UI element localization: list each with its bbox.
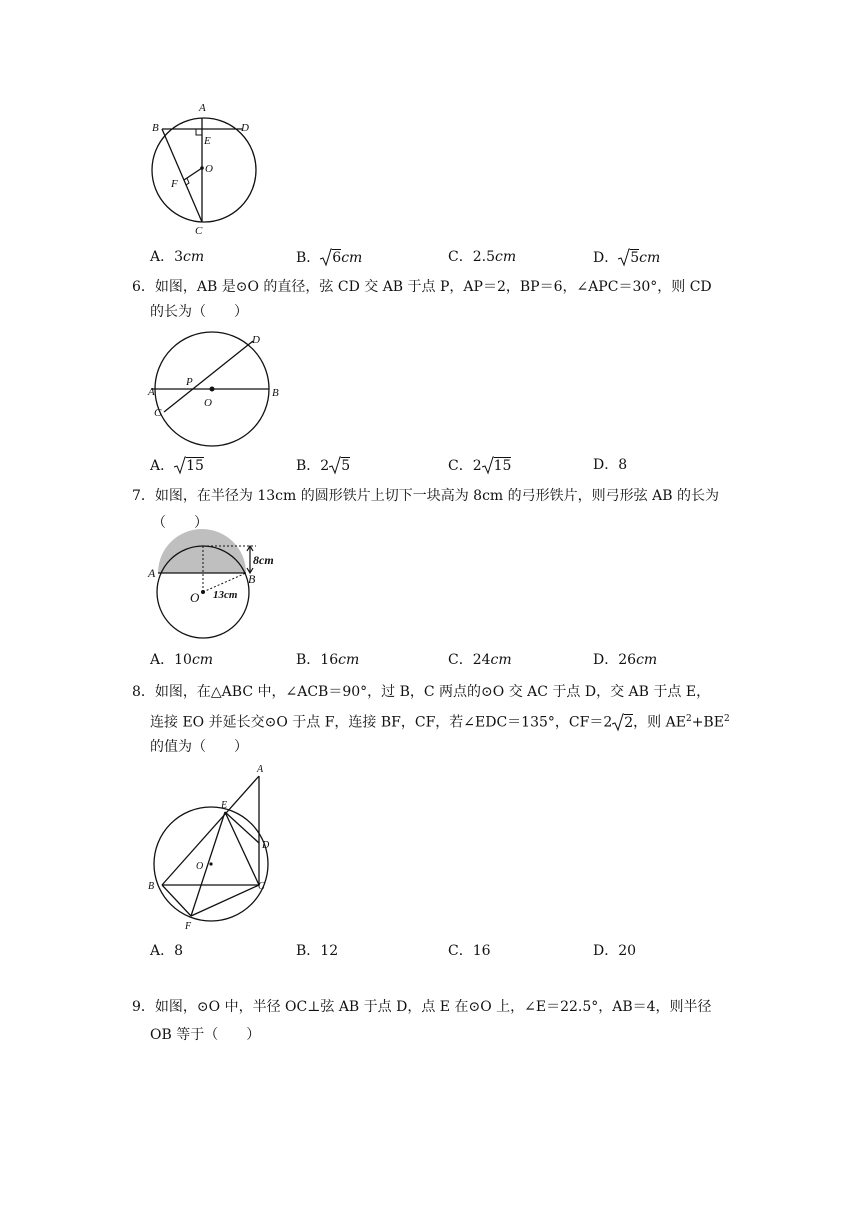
q7-label-a: A <box>148 566 156 580</box>
q6-option-a: A． 15 <box>150 458 204 474</box>
sqrt-icon <box>174 456 186 474</box>
q6-line2: 的长为（ ） <box>150 304 248 320</box>
q8-line1: 8．如图，在△ABC 中，∠ACB＝90°，过 B，C 两点的⊙O 交 AC 于点 D，交 AB 于点 E， <box>132 684 711 700</box>
q5-option-d: D． 5cm <box>593 250 661 266</box>
q6-option-b: B．2 5 <box>296 458 351 474</box>
sqrt-icon <box>329 456 341 474</box>
q8-line3: 的值为（ ） <box>150 739 248 755</box>
q6-label-o: O <box>204 397 212 409</box>
q5-label-f: F <box>171 178 178 190</box>
q7-label-height: 8cm <box>253 553 274 567</box>
q7-option-c: C．24cm <box>448 652 512 668</box>
q6-option-c: C．2 15 <box>448 458 512 474</box>
q8-option-b: B．12 <box>296 943 339 959</box>
q5-label-e: E <box>204 135 211 147</box>
q5-label-o: O <box>205 163 213 175</box>
q6-figure <box>146 330 286 446</box>
q5-option-b: B． 6cm <box>296 250 363 266</box>
q5-figure <box>140 98 270 238</box>
q8-label-o: O <box>196 861 204 872</box>
q9-line2: OB 等于（ ） <box>150 1027 261 1043</box>
q8-option-d: D．20 <box>593 943 637 959</box>
q8-label-d: D <box>262 840 270 851</box>
sqrt-icon <box>612 713 624 731</box>
q7-figure <box>146 540 286 640</box>
q5-option-c: C．2.5cm <box>448 249 517 265</box>
q5-label-c: C <box>195 225 203 237</box>
sqrt-icon <box>618 248 630 266</box>
q6-label-c: C <box>154 407 162 419</box>
q7-line2: （ ） <box>152 515 208 531</box>
q6-label-p: P <box>186 376 193 388</box>
q7-option-d: D．26cm <box>593 652 658 668</box>
q7-line1: 7．如图，在半径为 13cm 的圆形铁片上切下一块高为 8cm 的弓形铁片，则弓形弦 AB 的长为 <box>132 488 719 504</box>
q6-label-d: D <box>252 334 260 346</box>
q5-label-a: A <box>199 102 206 114</box>
q7-label-b: B <box>248 572 256 586</box>
q5-label-d: D <box>241 122 249 134</box>
q8-label-f: F <box>185 921 192 932</box>
q6-label-a: A <box>148 386 155 398</box>
q8-figure <box>140 762 290 934</box>
q9-line1: 9．如图，⊙O 中，半径 OC⊥弦 AB 于点 D，点 E 在⊙O 上，∠E＝22.5°，AB＝4，则半径 <box>132 999 712 1015</box>
q8-label-c: C <box>258 881 265 892</box>
q6-line1: 6．如图，AB 是⊙O 的直径，弦 CD 交 AB 于点 P，AP＝2，BP＝6，∠APC＝30°，则 CD <box>132 279 712 295</box>
q8-option-a: A．8 <box>150 943 184 959</box>
q8-label-a: A <box>257 764 264 775</box>
q5-option-a: A．3cm <box>150 249 205 265</box>
q7-option-b: B．16cm <box>296 652 360 668</box>
q8-label-e: E <box>221 800 228 811</box>
q8-line2: 连接 EO 并延长交⊙O 于点 F，连接 BF，CF，若∠EDC＝135°，CF＝2 2，则 $AE^2+BE^2$ <box>150 714 730 731</box>
sqrt-icon <box>482 456 494 474</box>
q6-option-d: D．8 <box>593 457 628 473</box>
q6-label-b: B <box>272 387 279 399</box>
q7-label-o: O <box>190 590 200 605</box>
q5-label-b: B <box>152 122 159 134</box>
q8-option-c: C．16 <box>448 943 491 959</box>
sqrt-icon <box>320 248 332 266</box>
q8-label-b: B <box>148 881 155 892</box>
q7-option-a: A．10cm <box>150 652 214 668</box>
q7-label-radius: 13cm <box>213 589 238 601</box>
